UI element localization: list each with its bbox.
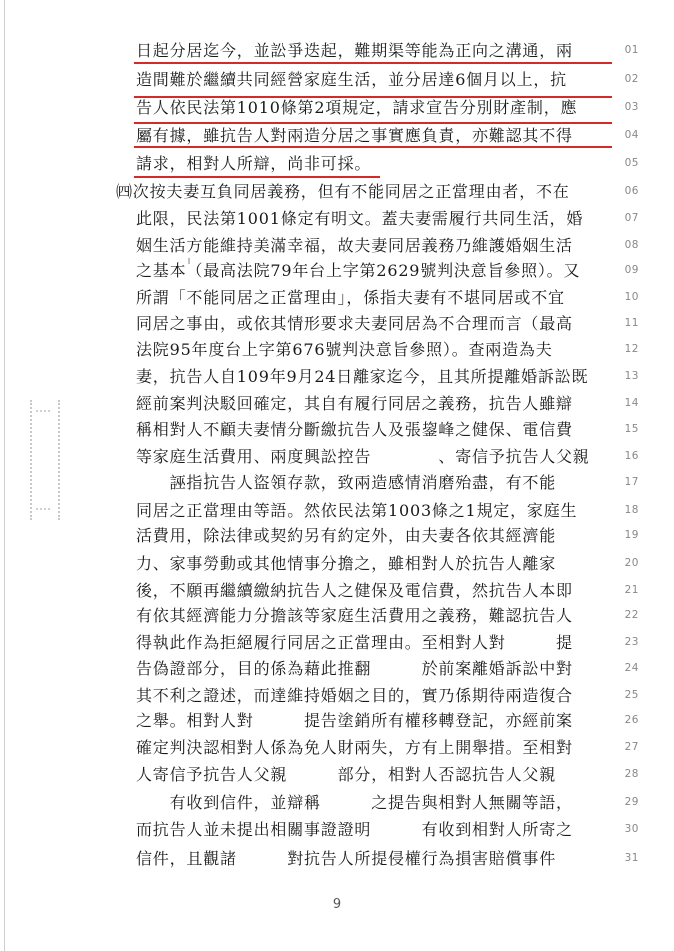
document-line [0, 261, 674, 288]
line-number: 11 [624, 317, 639, 329]
line-text: 經前案判決駁回確定，其自有履行同居之義務，抗告人雖辯 [136, 394, 573, 413]
line-text: 得執此作為拒絕履行同居之正當理由。至相對人對 提 [136, 633, 573, 652]
line-text: 其不利之證述，而達維持婚姻之目的，實乃係期待兩造復合 [136, 686, 573, 705]
line-number: 05 [624, 157, 639, 169]
line-number: 20 [624, 557, 639, 569]
line-text: 確定判決認相對人係為免人財兩失，方有上開舉措。至相對 [136, 738, 573, 757]
line-number: 26 [624, 714, 639, 726]
line-text: 告人依民法第1010條第2項規定，請求宣告分別財產制，應 [136, 98, 578, 117]
page-number: 9 [332, 897, 342, 912]
line-text: 等家庭生活費用、兩度興訟控告 、寄信予抗告人父親 [136, 447, 590, 466]
line-text: ㈣次按夫妻互負同居義務，但有不能同居之正當理由者，不在 [116, 182, 570, 201]
document-line [0, 209, 674, 236]
document-line [0, 394, 674, 421]
document-line [0, 793, 674, 820]
line-text: 日起分居迄今，並訟爭迭起，難期渠等能為正向之溝通，兩 [136, 41, 573, 60]
line-number: 14 [624, 397, 639, 409]
document-line [0, 98, 674, 125]
line-number: 12 [624, 343, 639, 355]
line-text: 造間難於繼續共同經營家庭生活，並分居達6個月以上，抗 [136, 70, 567, 89]
line-text: 法院95年度台上字第676號判決意旨參照）。查兩造為夫 [136, 340, 553, 359]
line-number: 17 [624, 476, 639, 488]
line-text: 妻，抗告人自109年9月24日離家迄今，且其所提離婚訴訟既 [136, 367, 589, 386]
line-number: 10 [624, 291, 639, 303]
line-number: 08 [624, 239, 639, 251]
line-text: 之基本（最高法院79年台上字第2629號判決意旨參照）。又 [136, 261, 581, 280]
line-number: 06 [624, 185, 639, 197]
document-line [0, 501, 674, 528]
line-text: 人寄信予抗告人父親 部分，相對人否認抗告人父親 [136, 765, 557, 784]
line-number: 13 [624, 370, 639, 382]
line-number: 25 [624, 689, 639, 701]
document-line [0, 711, 674, 738]
line-text: 有依其經濟能力分擔該等家庭生活費用之義務，難認抗告人 [136, 606, 573, 625]
document-line [0, 420, 674, 447]
line-text: 誣指抗告人盜領存款，致兩造感情消磨殆盡，有不能 [136, 473, 557, 492]
line-number: 24 [624, 662, 639, 674]
line-text: 所謂「不能同居之正當理由」，係指夫妻有不堪同居或不宜 [136, 288, 565, 307]
line-text: 力、家事勞動或其他情事分擔之，雖相對人於抗告人離家 [136, 554, 557, 573]
line-number: 29 [624, 796, 639, 808]
document-line [0, 526, 674, 553]
document-line [0, 154, 674, 181]
document-line [0, 126, 674, 153]
line-text: 請求，相對人所辯，尚非可採。 [136, 154, 372, 173]
line-number: 23 [624, 636, 639, 648]
document-line [0, 70, 674, 97]
line-number: 21 [624, 584, 639, 596]
line-number: 27 [624, 741, 639, 753]
line-text: 有收到信件，並辯稱 之提告與相對人無關等語， [136, 793, 573, 812]
line-number: 03 [624, 101, 639, 113]
document-line [0, 473, 674, 500]
document-line [0, 738, 674, 765]
line-text: 姻生活方能維持美滿幸福，故夫妻同居義務乃維護婚姻生活 [136, 236, 573, 255]
line-number: 09 [624, 264, 639, 276]
document-line [0, 659, 674, 686]
document-line [0, 288, 674, 315]
document-line [0, 182, 674, 209]
line-number: 15 [624, 423, 639, 435]
line-text: 而抗告人並未提出相關事證證明 有收到相對人所寄之 [136, 820, 573, 839]
line-number: 16 [624, 450, 639, 462]
document-line [0, 849, 674, 876]
document-line [0, 447, 674, 474]
line-number: 02 [624, 73, 639, 85]
line-number: 01 [624, 44, 639, 56]
document-line [0, 314, 674, 341]
line-number: 04 [624, 129, 639, 141]
document-line [0, 765, 674, 792]
document-line [0, 633, 674, 660]
line-number: 22 [624, 609, 639, 621]
document-line [0, 581, 674, 608]
document-line [0, 686, 674, 713]
line-text: 屬有據，雖抗告人對兩造分居之事實應負責，亦難認其不得 [136, 126, 573, 145]
line-text: 之舉。相對人對 提告塗銷所有權移轉登記，亦經前案 [136, 711, 573, 730]
line-text: 稱相對人不顧夫妻情分斷繳抗告人及張鋆峰之健保、電信費 [136, 420, 573, 439]
document-line [0, 820, 674, 847]
line-text: 同居之正當理由等語。然依民法第1003條之1規定，家庭生 [136, 501, 578, 520]
document-line [0, 367, 674, 394]
line-number: 19 [624, 529, 639, 541]
line-number: 31 [624, 852, 639, 864]
line-text: 此限，民法第1001條定有明文。蓋夫妻需履行共同生活，婚 [136, 209, 584, 228]
line-number: 07 [624, 212, 639, 224]
line-text: 後，不願再繼續繳納抗告人之健保及電信費，然抗告人本即 [136, 581, 573, 600]
document-line [0, 554, 674, 581]
line-text: 告偽證部分，目的係為藉此推翻 於前案離婚訴訟中對 [136, 659, 573, 678]
line-text: 同居之事由，或依其情形要求夫妻同居為不合理而言（最高 [136, 314, 573, 333]
line-number: 30 [624, 823, 639, 835]
document-line [0, 41, 674, 68]
document-line [0, 606, 674, 633]
line-text: 信件，且觀諸 對抗告人所提侵權行為損害賠償事件 [136, 849, 557, 868]
line-number: 28 [624, 768, 639, 780]
line-number: 18 [624, 504, 639, 516]
document-line [0, 236, 674, 263]
document-line [0, 340, 674, 367]
line-text: 活費用，除法律或契約另有約定外，由夫妻各依其經濟能 [136, 526, 557, 545]
